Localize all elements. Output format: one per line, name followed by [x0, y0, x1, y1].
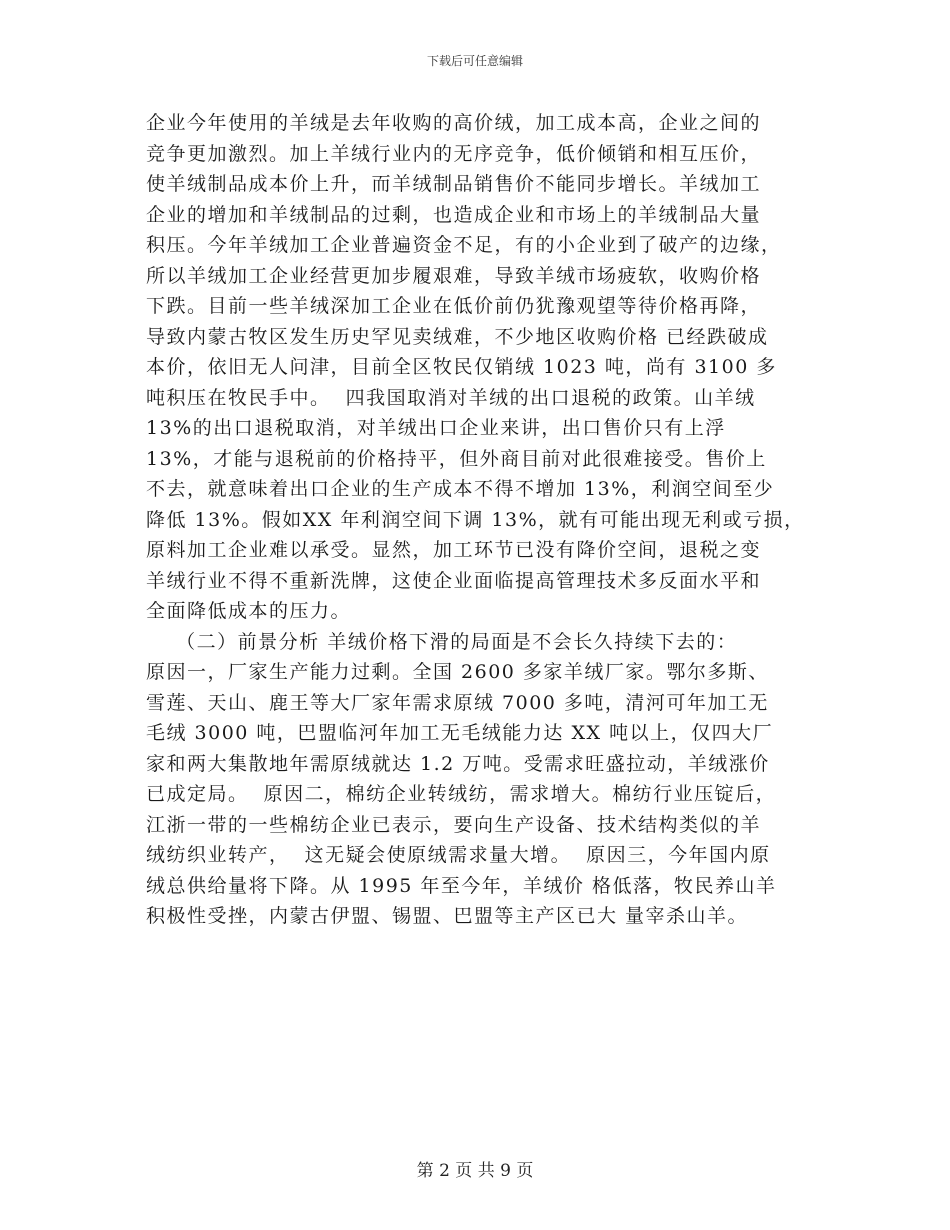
- text-line: 13%的出口退税取消，对羊绒出口企业来讲，出口售价只有上浮: [146, 417, 726, 439]
- text-line: 绒纺织业转产， 这无疑会使原绒需求量大增。 原因三，今年国内原: [146, 844, 771, 866]
- page-header: 下载后可任意编辑: [426, 54, 523, 68]
- document-body: [146, 108, 826, 932]
- text-line: 积极性受挫，内蒙古伊盟、锡盟、巴盟等主产区已大 量宰杀山羊。: [146, 905, 749, 927]
- text-line: 企业的增加和羊绒制品的过剩，也造成企业和市场上的羊绒制品大量: [146, 203, 762, 226]
- text-line: 江浙一带的一些棉纺企业已表示，要向生产设备、技术结构类似的羊: [146, 813, 762, 836]
- text-line: 不去，就意味着出口企业的生产成本不得不增加 13%，利润空间至少: [146, 478, 775, 500]
- text-line: 原料加工企业难以承受。显然，加工环节已没有降价空间，退税之变: [146, 539, 762, 561]
- text-line: （二）前景分析 羊绒价格下滑的局面是不会长久持续下去的：: [146, 630, 738, 653]
- text-line: 积压。今年羊绒加工企业普遍资金不足，有的小企业到了破产的边缘，: [146, 234, 782, 256]
- text-line: 使羊绒制品成本价上升，而羊绒制品销售价不能同步增长。羊绒加工: [146, 173, 762, 195]
- text-line: 所以羊绒加工企业经营更加步履艰难，导致羊绒市场疲软，收购价格: [146, 264, 762, 287]
- text-line: 下跌。目前一些羊绒深加工企业在低价前仍犹豫观望等待价格再降，: [146, 295, 762, 317]
- page-number: 第 2 页 共 9 页: [416, 1161, 534, 1181]
- text-line: 本价，依旧无人问津，目前全区牧民仅销绒 1023 吨，尚有 3100 多: [146, 356, 777, 378]
- text-line: 竞争更加激烈。加上羊绒行业内的无序竞争，低价倾销和相互压价，: [146, 142, 762, 165]
- text-line: 已成定局。 原因二，棉纺企业转绒纺，需求增大。棉纺行业压锭后，: [146, 783, 777, 805]
- text-line: 家和两大集散地年需原绒就达 1.2 万吨。受需求旺盛拉动，羊绒涨价: [146, 752, 770, 775]
- text-line: 降低 13%。假如XX 年利润空间下调 13%，就有可能出现无利或亏损，: [146, 508, 805, 531]
- text-line: 毛绒 3000 吨，巴盟临河年加工无毛绒能力达 XX 吨以上，仅四大厂: [146, 722, 774, 744]
- text-line: 导致内蒙古牧区发生历史罕见卖绒难，不少地区收购价格 已经跌破成: [146, 325, 769, 348]
- text-line: 吨积压在牧民手中。 四我国取消对羊绒的出口退税的政策。山羊绒: [146, 386, 756, 409]
- text-line: 13%，才能与退税前的价格持平，但外商目前对此很难接受。售价上: [146, 447, 767, 470]
- text-line: 全面降低成本的压力。: [146, 600, 352, 622]
- text-line: 原因一，厂家生产能力过剩。全国 2600 多家羊绒厂家。鄂尔多斯、: [146, 661, 769, 683]
- text-line: 绒总供给量将下降。从 1995 年至今年，羊绒价 格低落，牧民养山羊: [146, 874, 777, 897]
- text-line: 企业今年使用的羊绒是去年收购的高价绒，加工成本高，企业之间的: [146, 112, 762, 134]
- text-line: 雪莲、天山、鹿王等大厂家年需求原绒 7000 多吨，清河可年加工无: [146, 691, 769, 714]
- text-line: 羊绒行业不得不重新洗牌，这使企业面临提高管理技术多反面水平和: [146, 569, 762, 592]
